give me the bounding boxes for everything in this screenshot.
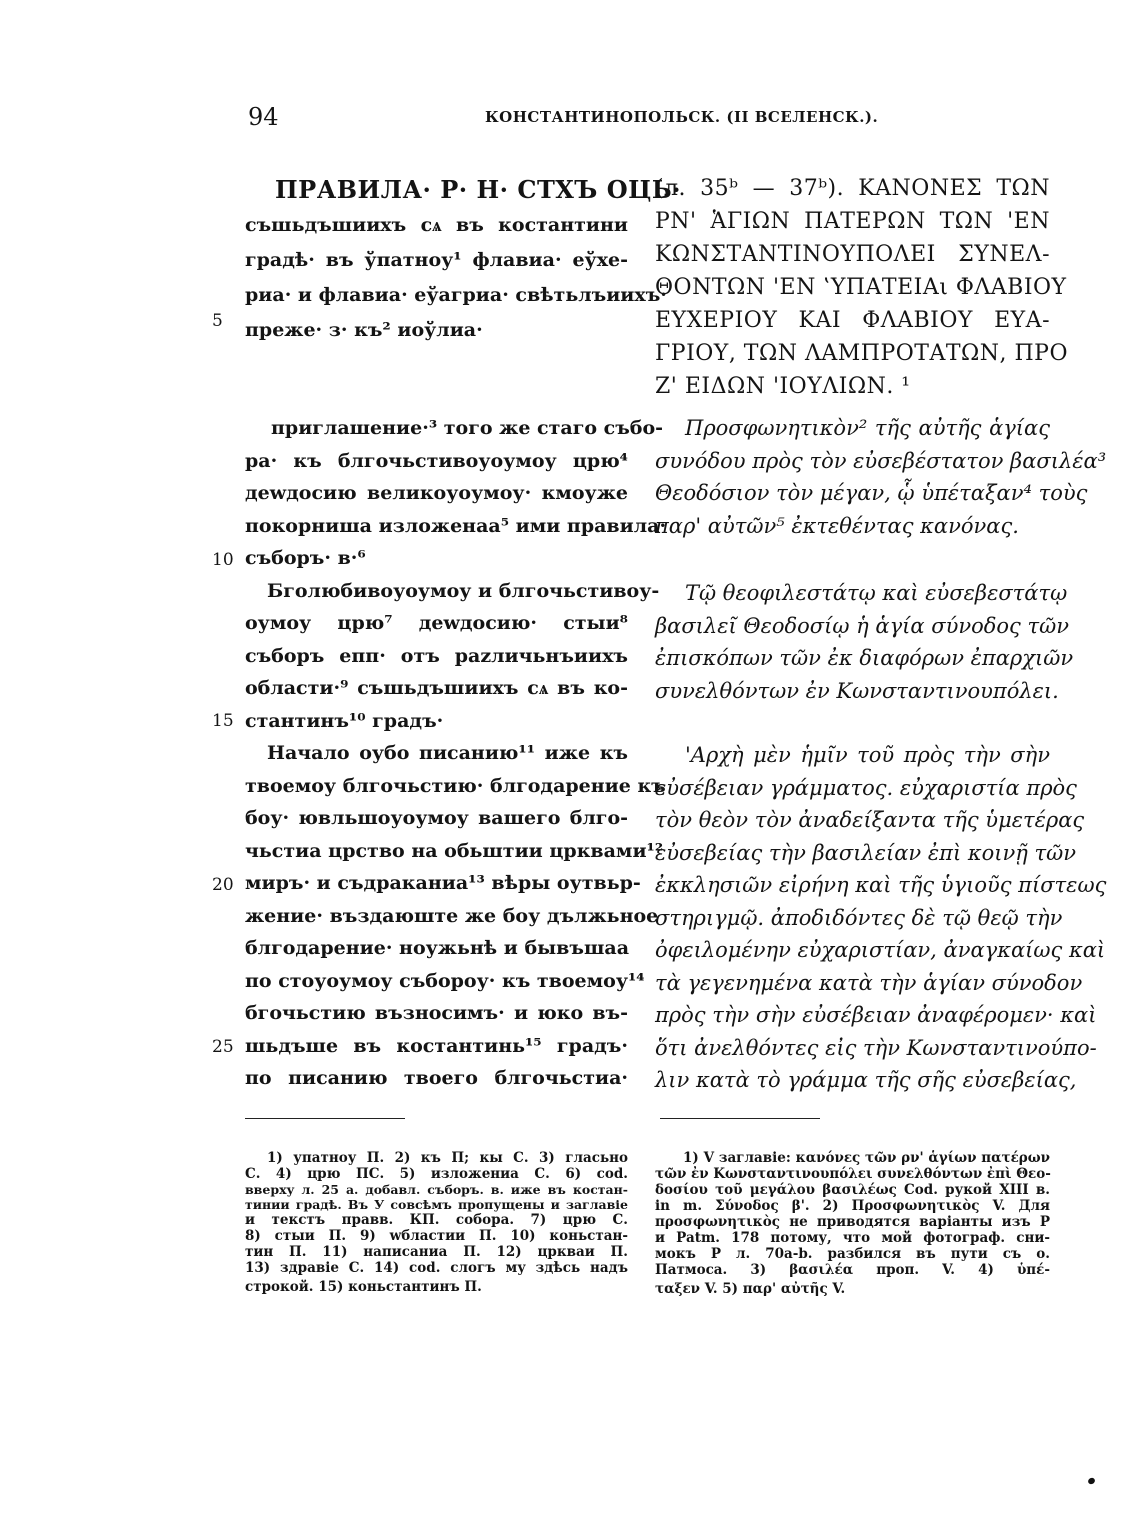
footnote-rule xyxy=(245,1118,405,1119)
title-line: ΚΩΝΣΤΑΝΤΙΝΟΥΠΟΛΕΙ ΣΥΝΕΛ- xyxy=(655,242,1050,267)
body-line: Θεοδόσιον τὸν μέγαν, ᾧ ὑπέταξαν⁴ τοὺς xyxy=(655,481,1088,505)
body-line: блгодарение· ноужьнѣ и бывъшаа xyxy=(245,937,629,959)
footnote-line: тин П. 11) написаниа П. 12) цркваи П. xyxy=(245,1244,628,1260)
footnote-line: Патмоса. 3) βασιλέα проп. V. 4) ὑπέ- xyxy=(655,1262,1050,1278)
right-body-2 xyxy=(655,577,1074,707)
line-number: 5 xyxy=(212,311,223,331)
ink-speck xyxy=(1087,1477,1096,1486)
body-line: 'Αρχὴ μὲν ἡμῖν τοῦ πρὸς τὴν σὴν xyxy=(685,743,1050,767)
body-line: по стоуоумоу събороу· къ твоемоу¹⁴ xyxy=(245,969,645,992)
body-line: чьстиа црство на обьштии црквами¹² xyxy=(245,839,664,862)
title-line: ΕΥΧΕΡΙΟΥ ΚΑΙ ΦΛΑΒΙΟΥ ΕΥΑ- xyxy=(655,308,1050,333)
title-line: ΘΟΝΤΩΝ 'ΕΝ ‛ΥΠΑΤΕΙΑι ΦΛΑΒΙΟΥ xyxy=(655,275,1067,300)
body-line: βασιλεῖ Θεοδοσίῳ ἡ ἁγία σύνοδος τῶν xyxy=(655,613,1069,638)
title-line: преже· з· къ² иоўлиа· xyxy=(245,319,483,341)
left-title-block xyxy=(245,172,681,348)
body-line: съборъ епп· отъ раzличьнъиихъ xyxy=(245,644,628,667)
body-line: τὸν θεὸν τὸν ἀναδείξαντα τῆς ὑμετέρας xyxy=(655,808,1085,832)
footnote-line: и текстъ правв. КП. собора. 7) црю С. xyxy=(245,1212,628,1228)
body-line: λιν κατὰ τὸ γράμμα τῆς σῆς εὐσεβείας, xyxy=(655,1068,1077,1092)
footnote-line: προσφωνητικὸς не приводятся варіанты изъ Р xyxy=(655,1214,1050,1230)
line-number: 10 xyxy=(212,550,234,570)
body-line: твоемоу блгочьстию· блгодарение къ xyxy=(245,774,666,797)
body-line: Προσφωνητικὸν² τῆς αὐτῆς ἁγίας xyxy=(685,416,1050,440)
left-body xyxy=(245,412,667,1095)
title-line: риа· и флавиа· еўагриа· свѣтьлъиихъ· xyxy=(245,284,667,306)
body-line: по писанию твоего блгочьстиа· xyxy=(245,1067,628,1089)
body-line: ἐκκλησιῶν εἰρήνη καὶ τῆς ὑγιοῦς πίστεως xyxy=(655,873,1107,897)
body-line: области·⁹ съшьдъшиихъ сѧ въ ко- xyxy=(245,677,628,699)
body-line: τὰ γεγενημένα κατὰ τὴν ἁγίαν σύνοδον xyxy=(655,970,1083,995)
running-title: КОНСТАНТИНОПОЛЬСК. (II ВСЕЛЕНСК.). xyxy=(485,108,879,126)
footnote-line: вверху л. 25 а. добавл. съборъ. в. иже въ костан- xyxy=(245,1182,628,1197)
body-line: παρ' αὐτῶν⁵ ἐκτεθέντας κανόνας. xyxy=(655,513,1019,538)
footnote-line: тинии градѣ. Въ У совсѣмъ пропущены и заглавіе xyxy=(245,1197,628,1212)
right-title-block xyxy=(655,172,1069,403)
body-line: ра· къ блгочьстивоуоумоу црю⁴ xyxy=(245,449,628,472)
body-line: деwдосию великоуоумоу· кмоуже xyxy=(245,482,628,504)
body-line: миръ· и съдраканиа¹³ вѣры оутвьр- xyxy=(245,872,641,894)
footnote-rule xyxy=(660,1118,820,1119)
title-line: ΓΡΙΟΥ, ΤΩΝ ΛΑΜΠΡΟΤΑΤΩΝ, ΠΡΟ xyxy=(655,341,1069,366)
title-line: (л. 35ᵇ — 37ᵇ). ΚΑΝΟΝΕΣ ΤΩΝ xyxy=(655,176,1050,201)
footnote-line: in m. Σύνοδος β'. 2) Προσφωνητικὸς V. Для xyxy=(655,1198,1050,1214)
footnote-line: τῶν ἐν Κωνσταντινουπόλει συνελθόντων ἐπὶ Θεο- xyxy=(655,1166,1051,1182)
body-line: εὐσεβείας τὴν βασιλείαν ἐπὶ κοινῇ τῶν xyxy=(655,840,1077,865)
body-line: шьдъше въ костантинь¹⁵ градъ· xyxy=(245,1034,628,1057)
footnote-line: 1) упатноу П. 2) къ П; кы С. 3) гласьно xyxy=(267,1150,628,1166)
footnote-line: 1) V заглавіе: κανόνες τῶν ρν' ἁγίων πατέρων xyxy=(683,1150,1050,1166)
footnote-line: δοσίου τοῦ μεγάλου βασιλέως Cod. рукой XIII в. xyxy=(655,1182,1050,1198)
body-line: Бголюбивоуоумоу и блгочьстивоу- xyxy=(267,579,660,602)
line-number: 20 xyxy=(212,875,234,895)
body-line: ἐπισκόπων τῶν ἐκ διαφόρων ἐπαρχιῶν xyxy=(655,646,1074,670)
footnote-line: мокъ Р л. 70a-b. разбился въ пути съ о. xyxy=(655,1246,1050,1262)
body-line: жение· въздаюште же боу дължьное xyxy=(245,904,659,927)
body-line: покорниша изложенаа⁵ ими правила· xyxy=(245,514,667,537)
title-line: ΡΝ' ἉΓΙΩΝ ΠΑΤΕΡΩΝ ΤΩΝ 'ΕΝ xyxy=(655,209,1050,234)
body-line: боу· ювльшоуоумоу вашего блго- xyxy=(245,807,628,829)
body-line: συνόδου πρὸς τὸν εὐσεβέστατον βασιλέα³ xyxy=(655,448,1107,473)
body-line: Τῷ θεοφιλεστάτῳ καὶ εὐσεβεστάτῳ xyxy=(685,581,1068,605)
title-line: Ζ' ΕΙΔΩΝ 'ΙΟΥΛΙΩΝ. ¹ xyxy=(655,374,911,399)
title-line: съшьдъшиихъ сѧ въ костантини xyxy=(245,214,628,236)
page-number: 94 xyxy=(248,103,279,131)
body-line: συνελθόντων ἐν Κωνσταντινουπόλει. xyxy=(655,678,1059,703)
body-line: съборъ· в·⁶ xyxy=(245,547,366,569)
right-footnotes xyxy=(655,1150,1050,1300)
line-number: 15 xyxy=(212,711,234,731)
footnote-line: ταξεν V. 5) παρ' αὐτῆς V. xyxy=(655,1281,846,1297)
body-line: εὐσέβειαν γράμματος. εὐχαριστία πρὸς xyxy=(655,775,1077,800)
left-footnotes xyxy=(245,1150,628,1298)
right-body-3 xyxy=(655,739,1107,1097)
footnote-line: 8) стыи П. 9) wбластии П. 10) коньстан- xyxy=(245,1228,628,1244)
body-line: стантинъ¹⁰ градъ· xyxy=(245,709,444,732)
body-line: πρὸς τὴν σὴν εὐσέβειαν ἀναφέρομεν· καὶ xyxy=(655,1003,1097,1027)
body-line: ὀφειλομένην εὐχαριστίαν, ἀναγκαίως καὶ xyxy=(655,938,1106,962)
footnote-line: С. 4) црю ПС. 5) изложениа С. 6) cod. xyxy=(245,1166,628,1182)
footnote-line: 13) здравіе С. 14) cod. слогъ му здѣсь надъ xyxy=(245,1260,628,1276)
right-body-1 xyxy=(655,412,1107,542)
footnote-line: и Patm. 178 потому, что мой фотограф. сни- xyxy=(655,1230,1050,1246)
line-number: 25 xyxy=(212,1037,234,1057)
body-line: оумоу црю⁷ деwдосию· стыи⁸ xyxy=(245,612,628,634)
body-line: приглашение·³ того же стаго събо- xyxy=(271,417,664,439)
body-line: στηριγμῷ. ἀποδιδόντες δὲ τῷ θεῷ τὴν xyxy=(655,905,1063,930)
body-line: Начало оубо писанию¹¹ иже къ xyxy=(267,742,628,764)
footnote-line: строкой. 15) коньстантинъ П. xyxy=(245,1279,482,1295)
body-line: ὅτι ἀνελθόντες εἰς τὴν Κωνσταντινούπο- xyxy=(655,1035,1097,1060)
body-line: бгочьстию възносимъ· и юко въ- xyxy=(245,1002,628,1024)
slavonic-heading: ПРАВИЛА· Р· Н· СТХЪ ОЦЬ· xyxy=(275,175,681,204)
title-line: градѣ· въ ўпатноу¹ флавиа· еўхе- xyxy=(245,249,628,271)
